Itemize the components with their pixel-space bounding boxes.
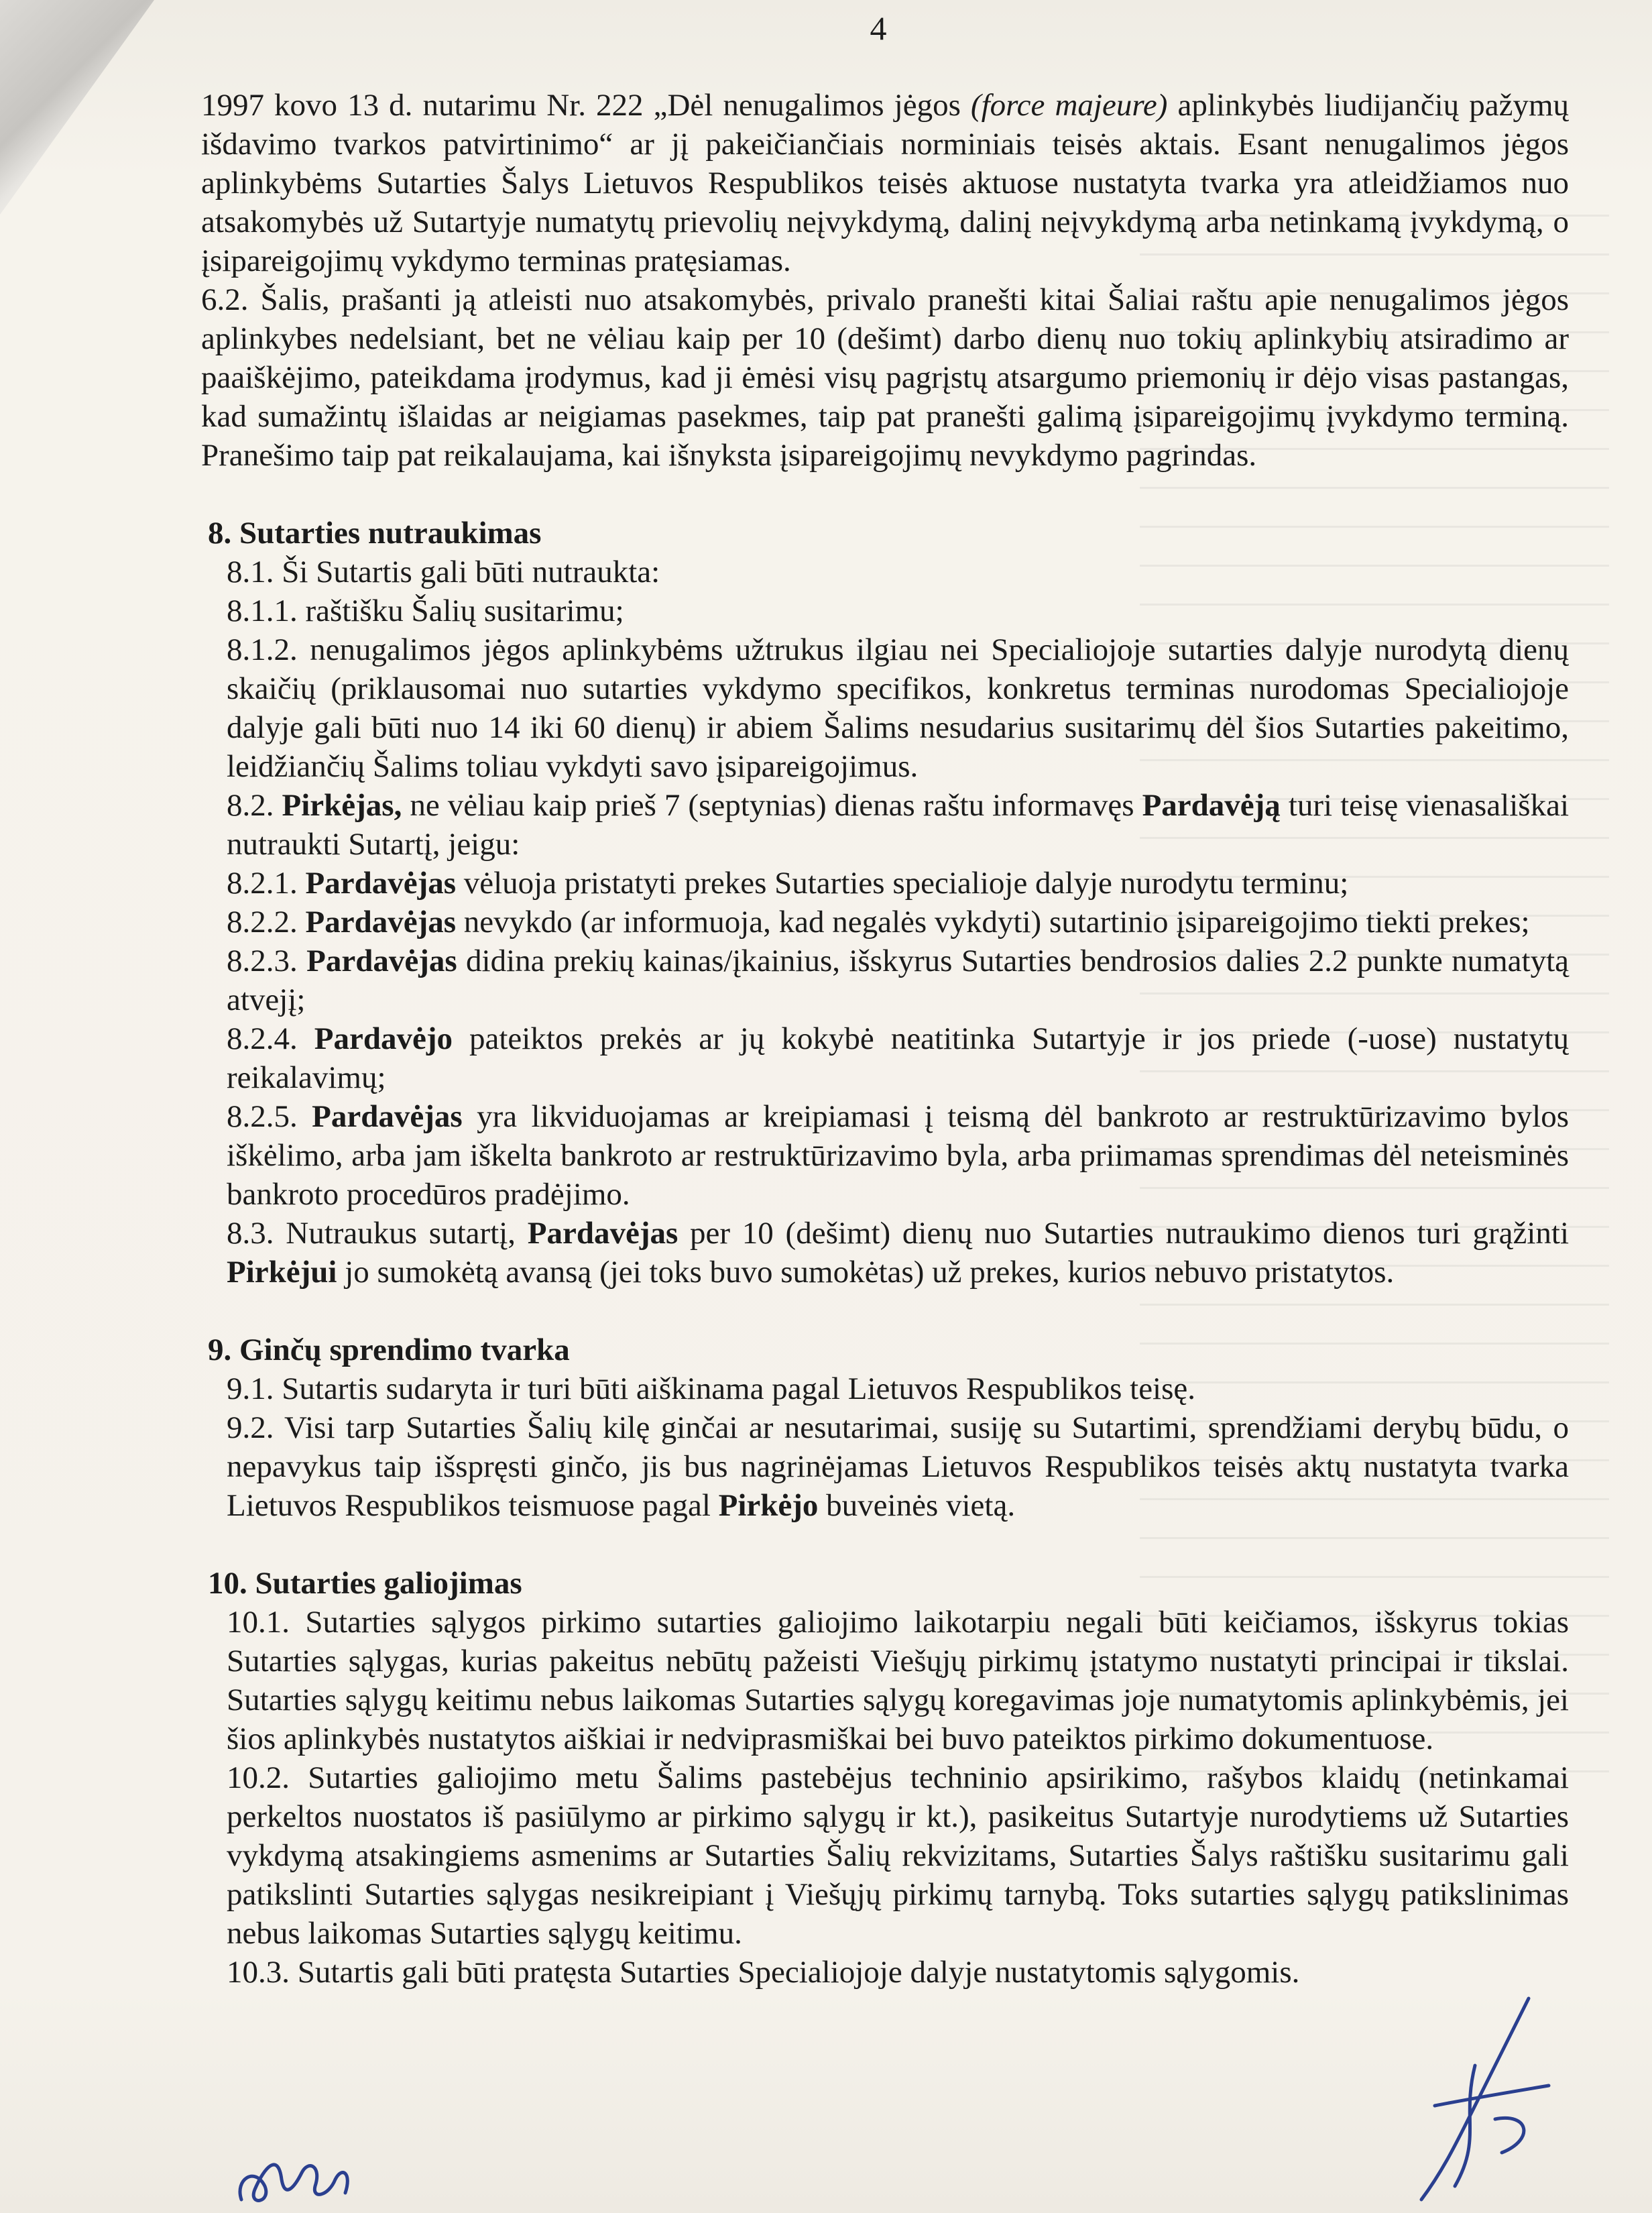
page-number: 4 bbox=[870, 9, 887, 47]
folded-corner bbox=[0, 0, 154, 215]
handwritten-signature-right bbox=[1395, 1985, 1569, 2206]
clause-8-1-2: 8.1.2. nenugalimos jėgos aplinkybėms užtrukus ilgiau nei Specialiojoje sutarties dalyje nurodytą dienų skaičių (priklausomai nuo sutarties vykdymo specifikos, konkretus terminas nurodomas Specialiojoje dalyje gali būti nuo 14 iki 60 dienų) ir abiem Šalims nesudarius susitarimų dėl šios Sutarties pakeitimo, leidžiančių Šalims toliau vykdyti savo įsipareigojimus. bbox=[227, 632, 1569, 784]
clause-8-2-4: 8.2.4. Pardavėjo pateiktos prekės ar jų kokybė neatitinka Sutartyje ir jos priede (-uose) nustatytų reikalavimų; bbox=[227, 1021, 1570, 1095]
clause-9-1: 9.1. Sutartis sudaryta ir turi būti aiškinama pagal Lietuvos Respublikos teisę. bbox=[227, 1371, 1196, 1406]
section-6-continuation: 1997 kovo 13 d. nutarimu Nr. 222 „Dėl nenugalimos jėgos (force majeure) aplinkybės liudijančių pažymų išdavimo tvarkos patvirtinimo“ ar jį pakeičiančiais norminiais teisės aktais. Esant nenugalimos jėgos aplinkybėms Sutarties Šalys Lietuvos Respublikos teisės aktuose nustatyta tvarka yra atleidžiamos nuo atsakomybės už Sutartyje numatytų prievolių neįvykdymą, dalinį neįvykdymą arba netinkamą įvykdymą, o įsipareigojimų vykdymo terminas pratęsiamas. bbox=[201, 88, 1569, 278]
section-8-heading: 8. Sutarties nutraukimas bbox=[208, 516, 542, 551]
clause-9-2: 9.2. Visi tarp Sutarties Šalių kilę ginčai ar nesutarimai, susiję su Sutartimi, sprendžiami derybų būdu, o nepavykus taip išspręsti ginčo, jis bus nagrinėjamas Lietuvos Respublikos teisės aktų nustatyta tvarka Lietuvos Respublikos teismuose pagal Pirkėjo buveinės vietą. bbox=[227, 1410, 1569, 1523]
clause-10-3: 10.3. Sutartis gali būti pratęsta Sutarties Specialiojoje dalyje nustatytomis sąlygomis. bbox=[227, 1955, 1300, 1990]
clause-10-1: 10.1. Sutarties sąlygos pirkimo sutarties galiojimo laikotarpiu negali būti keičiamos, išskyrus tokias Sutarties sąlygas, kurias pakeitus nebūtų pažeisti Viešųjų pirkimų įstatymo nustatyti principai ir tikslai. Sutarties sąlygų keitimu nebus laikomas Sutarties sąlygų koregavimas joje numatytomis aplinkybėmis, jei šios aplinkybės nustatytos aiškiai ir nedviprasmiškai bei buvo pateiktos pirkimo dokumentuose. bbox=[227, 1605, 1569, 1756]
clause-8-2-1: 8.2.1. Pardavėjas vėluoja pristatyti prekes Sutarties specialioje dalyje nurodytu terminu; bbox=[227, 866, 1349, 901]
clause-6-2: 6.2. Šalis, prašanti ją atleisti nuo atsakomybės, privalo pranešti kitai Šaliai raštu apie nenugalimos jėgos aplinkybes nedelsiant, bet ne vėliau kaip per 10 (dešimt) darbo dienų nuo tokių aplinkybių atsiradimo ar paaiškėjimo, pateikdama įrodymus, kad ji ėmėsi visų pagrįstų atsargumo priemonių ir dėjo visas pastangas, kad sumažintų išlaidas ar neigiamas pasekmes, taip pat pranešti galimą įsipareigojimų įvykdymo terminą. Pranešimo taip pat reikalaujama, kai išnyksta įsipareigojimų nevykdymo pagrindas. bbox=[201, 282, 1569, 473]
clause-8-2-2: 8.2.2. Pardavėjas nevykdo (ar informuoja, kad negalės vykdyti) sutartinio įsipareigojimo tiekti prekes; bbox=[227, 905, 1530, 940]
section-9-heading: 9. Ginčų sprendimo tvarka bbox=[208, 1332, 570, 1367]
clause-8-1: 8.1. Ši Sutartis gali būti nutraukta: bbox=[227, 555, 660, 589]
clause-8-1-1: 8.1.1. raštišku Šalių susitarimu; bbox=[227, 593, 624, 628]
handwritten-initials-left bbox=[228, 2126, 362, 2213]
clause-8-2: 8.2. Pirkėjas, ne vėliau kaip prieš 7 (septynias) dienas raštu informavęs Pardavėją turi teisę vienasališkai nutraukti Sutartį, jeigu: bbox=[227, 788, 1569, 862]
clause-8-3: 8.3. Nutraukus sutartį, Pardavėjas per 10 (dešimt) dienų nuo Sutarties nutraukimo dienos turi grąžinti Pirkėjui jo sumokėtą avansą (jei toks buvo sumokėtas) už prekes, kurios nebuvo pristatytos. bbox=[227, 1216, 1570, 1290]
clause-8-2-5: 8.2.5. Pardavėjas yra likviduojamas ar kreipiamasi į teismą dėl bankroto ar restruktūrizavimo bylos iškėlimo, arba jam iškelta bankroto ar restruktūrizavimo byla, arba priimamas sprendimas dėl neteisminės bankroto procedūros pradėjimo. bbox=[227, 1099, 1570, 1212]
section-10-heading: 10. Sutarties galiojimas bbox=[208, 1566, 522, 1601]
document-body bbox=[201, 86, 1569, 1992]
clause-10-2: 10.2. Sutarties galiojimo metu Šalims pastebėjus techninio apsirikimo, rašybos klaidų (netinkamai perkeltos nuostatos iš pasiūlymo ar pirkimo sąlygų ir kt.), pasikeitus Sutartyje nurodytiems už Sutarties vykdymą atsakingiems asmenims ar Sutarties Šalių rekvizitams, Sutarties Šalys raštišku susitarimu gali patikslinti Sutarties sąlygas nesikreipiant į Viešųjų pirkimų tarnybą. Toks sutarties sąlygų patikslinimas nebus laikomas Sutarties sąlygų keitimu. bbox=[227, 1760, 1569, 1951]
clause-8-2-3: 8.2.3. Pardavėjas didina prekių kainas/įkainius, išskyrus Sutarties bendrosios dalies 2.2 punkte numatytą atvejį; bbox=[227, 944, 1570, 1017]
